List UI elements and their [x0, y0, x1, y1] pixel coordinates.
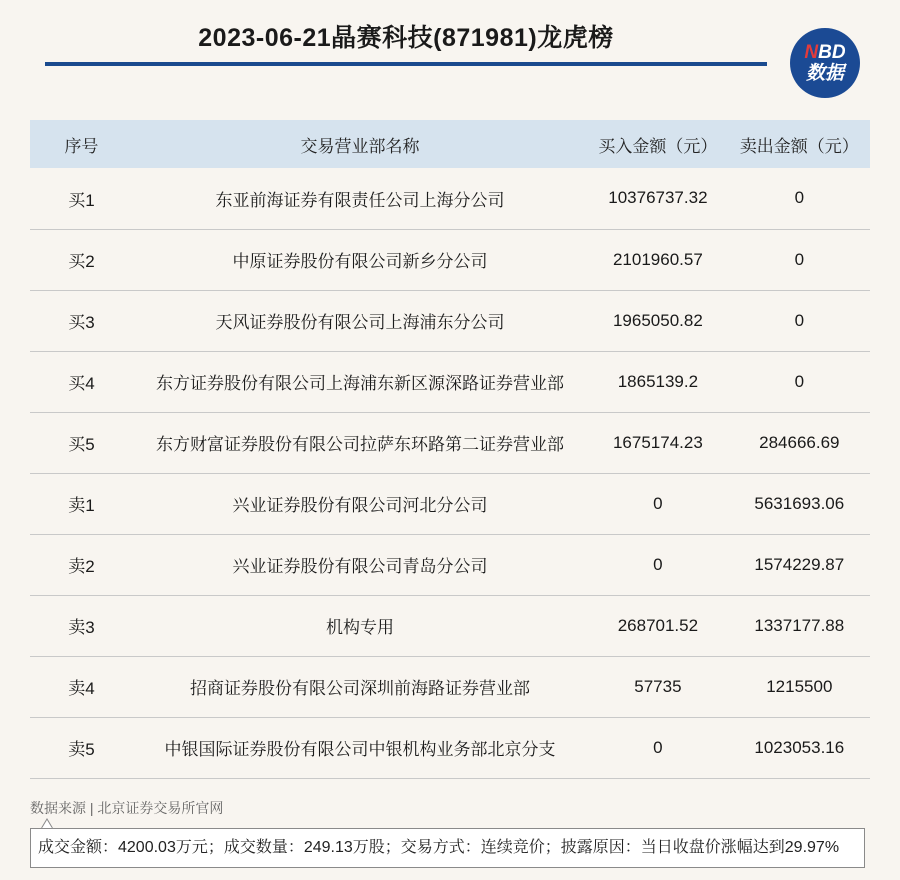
- row-branch-name: 天风证券股份有限公司上海浦东分公司: [215, 313, 505, 332]
- row-buy-amount: 1865139.2: [617, 371, 699, 391]
- row-branch-name: 招商证券股份有限公司深圳前海路证券营业部: [190, 679, 531, 698]
- row-buy-amount: 1675174.23: [612, 432, 703, 452]
- row-seq: 买1: [68, 190, 95, 210]
- row-seq: 卖2: [68, 557, 95, 576]
- row-buy-amount: 0: [653, 493, 663, 513]
- row-seq: 买4: [68, 374, 95, 393]
- row-seq: 卖5: [68, 740, 95, 759]
- row-sell-amount: 1337177.88: [754, 615, 845, 635]
- table-row: [30, 229, 870, 290]
- col-header-seq: 序号: [64, 136, 99, 156]
- row-sell-amount: 5631693.06: [754, 493, 845, 513]
- row-sell-amount: 0: [794, 371, 805, 391]
- row-buy-amount: 57735: [634, 676, 682, 696]
- table-row: [30, 412, 870, 473]
- row-branch-name: 兴业证券股份有限公司河北分公司: [232, 496, 488, 515]
- table-header-row: [30, 120, 870, 168]
- row-sell-amount: 0: [794, 249, 805, 269]
- row-branch-name: 中银国际证券股份有限公司中银机构业务部北京分支: [164, 740, 556, 759]
- row-branch-name: 兴业证券股份有限公司青岛分公司: [232, 557, 488, 576]
- table-row: [30, 534, 870, 595]
- row-sell-amount: 0: [794, 310, 805, 330]
- row-buy-amount: 0: [653, 554, 663, 574]
- table-row: [30, 473, 870, 534]
- row-buy-amount: 268701.52: [617, 615, 699, 635]
- row-sell-amount: 1215500: [766, 676, 833, 696]
- table-row: [30, 168, 870, 229]
- row-sell-amount: 1574229.87: [754, 554, 845, 574]
- dragon-tiger-table: [30, 120, 870, 779]
- logo-bottom-text: 数据: [805, 63, 844, 84]
- row-branch-name: 东方财富证券股份有限公司拉萨东环路第二证券营业部: [156, 435, 565, 454]
- row-seq: 卖3: [68, 618, 95, 637]
- row-buy-amount: 2101960.57: [612, 249, 703, 269]
- row-sell-amount: 0: [794, 188, 805, 208]
- row-seq: 买2: [68, 252, 95, 271]
- table-row: [30, 717, 870, 778]
- row-seq: 卖1: [68, 496, 95, 515]
- logo-top-text: NBD: [804, 42, 846, 63]
- col-header-name: 交易营业部名称: [300, 136, 420, 156]
- page-title: 2023-06-21晶赛科技(871981)龙虎榜: [198, 24, 614, 52]
- row-branch-name: 东方证券股份有限公司上海浦东新区源深路证券营业部: [156, 374, 565, 393]
- trade-summary-note: 成交金额：4200.03万元；成交数量：249.13万股；交易方式：连续竞价；披露原因：当日收盘价涨幅达到29.97%: [30, 828, 865, 868]
- table-row: [30, 656, 870, 717]
- table-row: [30, 351, 870, 412]
- col-header-sell: 卖出金额（元）: [739, 136, 859, 156]
- row-branch-name: 机构专用: [326, 618, 395, 637]
- table-row: [30, 290, 870, 351]
- row-sell-amount: 284666.69: [759, 432, 840, 452]
- row-buy-amount: 1965050.82: [612, 310, 703, 330]
- title-underline: [45, 62, 767, 66]
- nbd-logo: [790, 28, 860, 98]
- row-branch-name: 东亚前海证券有限责任公司上海分公司: [215, 190, 505, 210]
- row-buy-amount: 0: [653, 737, 663, 757]
- row-branch-name: 中原证券股份有限公司新乡分公司: [232, 252, 488, 271]
- row-buy-amount: 10376737.32: [608, 188, 708, 208]
- row-sell-amount: 1023053.16: [754, 737, 845, 757]
- data-source: 数据来源 | 北京证券交易所官网: [30, 800, 224, 816]
- row-seq: 买5: [68, 435, 95, 454]
- row-seq: 买3: [68, 313, 95, 332]
- col-header-buy: 买入金额（元）: [598, 136, 718, 156]
- row-seq: 卖4: [68, 679, 95, 698]
- table-row: [30, 595, 870, 656]
